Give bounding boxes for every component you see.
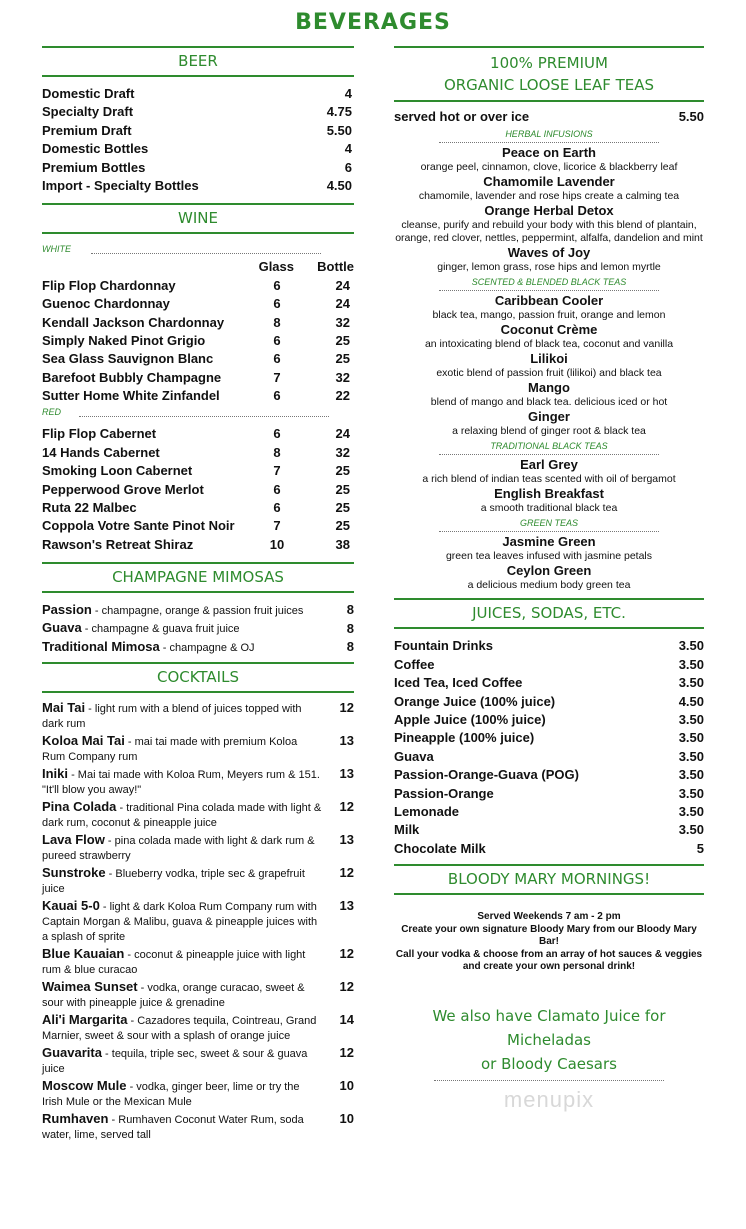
tea-name: Waves of Joy bbox=[507, 245, 591, 261]
item-name: Guava bbox=[394, 748, 434, 764]
wine-name: Flip Flop Cabernet bbox=[42, 426, 157, 442]
mimosa-list bbox=[42, 601, 354, 656]
wine-glass-price: 6 bbox=[273, 388, 281, 404]
mimosa-desc: - champagne & guava fruit juice bbox=[81, 623, 240, 636]
white-label-row bbox=[42, 244, 354, 254]
wine-glass-price: 6 bbox=[273, 277, 281, 293]
item-price: 4.50 bbox=[678, 693, 704, 709]
wine-bottle-price: 24 bbox=[335, 296, 350, 312]
wine-bottle-price: 22 bbox=[335, 388, 350, 404]
tea-subheading bbox=[394, 126, 704, 142]
tea-name: Earl Grey bbox=[520, 457, 578, 473]
cocktail-item bbox=[42, 899, 354, 944]
page-title: BEVERAGES bbox=[295, 10, 451, 35]
dotted-divider bbox=[91, 253, 321, 254]
cocktail-name: Rumhaven bbox=[42, 1111, 109, 1127]
wine-item bbox=[42, 332, 354, 350]
cocktail-desc: - vodka, orange curacao, sweet & sour with pineapple juice & grenadine bbox=[42, 982, 305, 1010]
cocktail-price: 13 bbox=[339, 898, 354, 914]
juice-item bbox=[394, 785, 704, 803]
wine-name: Rawson's Retreat Shiraz bbox=[42, 536, 194, 552]
wine-name: Kendall Jackson Chardonnay bbox=[42, 314, 225, 330]
item-name: Lemonade bbox=[394, 803, 460, 819]
tea-name: Caribbean Cooler bbox=[494, 293, 604, 309]
item-price: 4.75 bbox=[326, 104, 352, 120]
item-price: 3.50 bbox=[678, 638, 704, 654]
tea-heading bbox=[394, 46, 704, 102]
wine-name: Sea Glass Sauvignon Blanc bbox=[42, 351, 214, 367]
tea-desc: exotic blend of passion fruit (lilikoi) and black tea bbox=[436, 367, 662, 380]
item-name: Orange Juice (100% juice) bbox=[394, 693, 556, 709]
mimosa-name: Traditional Mimosa bbox=[42, 638, 160, 654]
tea-item bbox=[394, 563, 704, 592]
item-name: Pineapple (100% juice) bbox=[394, 730, 535, 746]
item-price: 4 bbox=[344, 141, 352, 157]
tea-name: Peace on Earth bbox=[502, 145, 596, 161]
cocktail-desc: - Rumhaven Coconut Water Rum, soda water, lime, served tall bbox=[42, 1114, 304, 1142]
dotted-divider bbox=[439, 142, 659, 143]
tea-served-text: served hot or over ice bbox=[394, 109, 530, 124]
wine-bottle-price: 25 bbox=[335, 481, 350, 497]
tea-item bbox=[394, 145, 704, 174]
item-price: 5.50 bbox=[326, 122, 352, 138]
cocktail-price: 12 bbox=[339, 799, 354, 815]
glass-header: Glass bbox=[258, 259, 294, 275]
wine-glass-price: 10 bbox=[269, 536, 285, 552]
cocktail-price: 10 bbox=[339, 1111, 354, 1127]
tea-item bbox=[394, 203, 704, 245]
wine-item bbox=[42, 517, 354, 535]
wine-item bbox=[42, 499, 354, 517]
cocktail-price: 12 bbox=[339, 1045, 354, 1061]
item-name: Apple Juice (100% juice) bbox=[394, 711, 546, 727]
tea-desc: black tea, mango, passion fruit, orange and lemon bbox=[432, 309, 666, 322]
cocktail-price: 13 bbox=[339, 832, 354, 848]
wine-name: Smoking Loon Cabernet bbox=[42, 463, 193, 479]
beer-item bbox=[42, 140, 354, 158]
wine-glass-price: 6 bbox=[273, 481, 281, 497]
cocktail-name: Mai Tai bbox=[42, 700, 86, 716]
item-name: Domestic Bottles bbox=[42, 141, 149, 157]
wine-bottle-price: 38 bbox=[335, 536, 350, 552]
item-price: 3.50 bbox=[678, 711, 704, 727]
item-price: 3.50 bbox=[678, 730, 704, 746]
wine-bottle-price: 25 bbox=[335, 332, 350, 348]
item-name: Fountain Drinks bbox=[394, 638, 493, 654]
item-price: 3.50 bbox=[678, 822, 704, 838]
juice-item bbox=[394, 821, 704, 839]
wine-glass-price: 6 bbox=[273, 500, 281, 516]
tea-name: Coconut Crème bbox=[500, 322, 598, 338]
cocktail-text bbox=[42, 1013, 334, 1043]
cocktail-text bbox=[42, 1046, 334, 1076]
mimosa-text bbox=[42, 603, 334, 618]
item-name: Passion-Orange bbox=[394, 785, 494, 801]
cocktail-item bbox=[42, 1112, 354, 1142]
wine-bottle-price: 25 bbox=[335, 351, 350, 367]
tea-item bbox=[394, 486, 704, 515]
clamato-line2: or Bloody Caesars bbox=[481, 1054, 617, 1073]
tea-item bbox=[394, 534, 704, 563]
wine-bottle-price: 32 bbox=[335, 444, 350, 460]
bloody-heading: BLOODY MARY MORNINGS! bbox=[394, 864, 704, 895]
dotted-divider bbox=[434, 1080, 664, 1081]
cocktail-price: 12 bbox=[339, 946, 354, 962]
item-name: Milk bbox=[394, 822, 420, 838]
tea-item bbox=[394, 174, 704, 203]
tea-name: English Breakfast bbox=[494, 486, 604, 502]
juice-item bbox=[394, 748, 704, 766]
tea-item bbox=[394, 245, 704, 274]
cocktail-item bbox=[42, 947, 354, 977]
wine-bottle-price: 25 bbox=[335, 500, 350, 516]
item-price: 3.50 bbox=[678, 656, 704, 672]
wine-glass-price: 8 bbox=[273, 314, 281, 330]
cocktail-name: Blue Kauaian bbox=[42, 946, 125, 962]
tea-desc: a rich blend of indian teas scented with oil of bergamot bbox=[422, 473, 676, 486]
item-name: Coffee bbox=[394, 656, 435, 672]
cocktail-text bbox=[42, 980, 334, 1010]
cocktail-name: Guavarita bbox=[42, 1045, 102, 1061]
red-label: RED bbox=[42, 407, 62, 418]
cocktail-name: Ali'i Margarita bbox=[42, 1012, 128, 1028]
cocktail-text bbox=[42, 1112, 334, 1142]
cocktail-desc: - light rum with a blend of juices topped with dark rum bbox=[42, 703, 302, 731]
tea-subheading-label: HERBAL INFUSIONS bbox=[505, 129, 593, 140]
item-name: Premium Draft bbox=[42, 122, 132, 138]
wine-name: Pepperwood Grove Merlot bbox=[42, 481, 204, 497]
tea-subheading-label: SCENTED & BLENDED BLACK TEAS bbox=[471, 277, 627, 288]
wine-glass-price: 6 bbox=[273, 332, 281, 348]
cocktail-desc: - tequila, triple sec, sweet & sour & guava juice bbox=[42, 1048, 308, 1076]
red-label-row bbox=[42, 407, 354, 417]
cocktails-heading: COCKTAILS bbox=[42, 662, 354, 693]
cocktail-name: Lava Flow bbox=[42, 832, 105, 848]
wine-item bbox=[42, 277, 354, 295]
wine-item bbox=[42, 536, 354, 554]
item-price: 4.50 bbox=[326, 177, 352, 193]
wine-item bbox=[42, 481, 354, 499]
dotted-divider bbox=[439, 454, 659, 455]
tea-desc: chamomile, lavender and rose hips create a calming tea bbox=[418, 190, 680, 203]
cocktail-desc: - vodka, ginger beer, lime or try the Irish Mule or the Mexican Mule bbox=[42, 1081, 300, 1109]
red-wine-list bbox=[42, 425, 354, 554]
cocktail-desc: - mai tai made with premium Koloa Rum Company rum bbox=[42, 736, 298, 764]
wine-glass-price: 6 bbox=[273, 296, 281, 312]
clamato-note bbox=[394, 1004, 704, 1076]
tea-item bbox=[394, 351, 704, 380]
tea-item bbox=[394, 322, 704, 351]
wine-item bbox=[42, 444, 354, 462]
tea-subheading-label: GREEN TEAS bbox=[519, 518, 578, 529]
juice-item bbox=[394, 656, 704, 674]
tea-item bbox=[394, 457, 704, 486]
wine-name: Guenoc Chardonnay bbox=[42, 296, 170, 312]
item-price: 3.50 bbox=[678, 785, 704, 801]
juice-item bbox=[394, 637, 704, 655]
tea-name: Jasmine Green bbox=[502, 534, 596, 550]
juice-item bbox=[394, 729, 704, 747]
item-name: Chocolate Milk bbox=[394, 840, 486, 856]
item-price: 3.50 bbox=[678, 803, 704, 819]
cocktail-item bbox=[42, 767, 354, 797]
wine-item bbox=[42, 425, 354, 443]
mimosa-item bbox=[42, 638, 354, 656]
wine-name: Barefoot Bubbly Champagne bbox=[42, 369, 222, 385]
beer-item bbox=[42, 177, 354, 195]
dotted-divider bbox=[439, 531, 659, 532]
juice-item bbox=[394, 674, 704, 692]
item-name: Import - Specialty Bottles bbox=[42, 177, 199, 193]
cocktail-desc: - Blueberry vodka, triple sec & grapefruit juice bbox=[42, 868, 305, 896]
tea-desc: an intoxicating blend of black tea, coconut and vanilla bbox=[424, 338, 674, 351]
tea-heading-line1: 100% PREMIUM bbox=[490, 54, 608, 72]
cocktail-text bbox=[42, 899, 334, 944]
cocktail-item bbox=[42, 1046, 354, 1076]
cocktail-text bbox=[42, 1079, 334, 1109]
cocktail-item bbox=[42, 1013, 354, 1043]
cocktail-item bbox=[42, 980, 354, 1010]
wine-bottle-price: 32 bbox=[335, 314, 350, 330]
cocktail-item bbox=[42, 866, 354, 896]
beer-item bbox=[42, 159, 354, 177]
mimosa-price: 8 bbox=[346, 639, 354, 655]
cocktail-name: Waimea Sunset bbox=[42, 979, 138, 995]
tea-name: Mango bbox=[528, 380, 570, 396]
cocktail-price: 13 bbox=[339, 733, 354, 749]
cocktail-price: 14 bbox=[339, 1012, 354, 1028]
beer-item bbox=[42, 103, 354, 121]
mimosa-name: Guava bbox=[42, 620, 82, 636]
tea-name: Lilikoi bbox=[530, 351, 568, 367]
wine-bottle-price: 24 bbox=[335, 277, 350, 293]
tea-served-price: 5.50 bbox=[678, 109, 704, 124]
cocktail-price: 10 bbox=[339, 1078, 354, 1094]
tea-name: Ginger bbox=[528, 409, 570, 425]
cocktail-name: Kauai 5-0 bbox=[42, 898, 100, 914]
cocktail-text bbox=[42, 866, 334, 896]
mimosa-desc: - champagne, orange & passion fruit juices bbox=[91, 604, 304, 617]
wine-name: Coppola Votre Sante Pinot Noir bbox=[42, 518, 235, 534]
left-column bbox=[42, 46, 354, 1145]
beer-list bbox=[42, 85, 354, 195]
tea-desc: a smooth traditional black tea bbox=[480, 502, 618, 515]
juice-item bbox=[394, 766, 704, 784]
wine-column-headers bbox=[42, 258, 354, 276]
wine-item bbox=[42, 350, 354, 368]
juice-item bbox=[394, 711, 704, 729]
cocktail-list bbox=[42, 701, 354, 1142]
tea-subheading bbox=[394, 438, 704, 454]
cocktail-item bbox=[42, 1079, 354, 1109]
cocktail-price: 12 bbox=[339, 865, 354, 881]
mimosa-desc: - champagne & OJ bbox=[159, 641, 255, 654]
item-price: 6 bbox=[344, 159, 352, 175]
item-price: 3.50 bbox=[678, 767, 704, 783]
mimosa-text bbox=[42, 640, 334, 655]
cocktail-name: Pina Colada bbox=[42, 799, 117, 815]
tea-subheading-label: TRADITIONAL BLACK TEAS bbox=[490, 441, 608, 452]
item-name: Specialty Draft bbox=[42, 104, 134, 120]
cocktail-item bbox=[42, 833, 354, 863]
mimosa-item bbox=[42, 601, 354, 619]
dotted-divider bbox=[439, 290, 659, 291]
mimosas-heading: CHAMPAGNE MIMOSAS bbox=[42, 562, 354, 593]
tea-desc: orange peel, cinnamon, clove, licorice & blackberry leaf bbox=[420, 161, 678, 174]
cocktail-desc: - pina colada made with light & dark rum & pureed strawberry bbox=[42, 835, 315, 863]
wine-name: 14 Hands Cabernet bbox=[42, 444, 160, 460]
wine-glass-price: 8 bbox=[273, 444, 281, 460]
cocktail-name: Iniki bbox=[42, 766, 69, 782]
tea-item bbox=[394, 409, 704, 438]
wine-glass-price: 7 bbox=[273, 518, 281, 534]
bloody-details bbox=[394, 911, 704, 974]
cocktail-item bbox=[42, 701, 354, 731]
cocktail-text bbox=[42, 734, 334, 764]
wine-item bbox=[42, 387, 354, 405]
bottle-header: Bottle bbox=[317, 259, 354, 275]
wine-item bbox=[42, 462, 354, 480]
cocktail-desc: - light & dark Koloa Rum Company rum with Captain Morgan & Malibu, guava & pineapple juices with a splash of sprite bbox=[42, 901, 318, 944]
wine-bottle-price: 24 bbox=[335, 426, 350, 442]
wine-name: Ruta 22 Malbec bbox=[42, 500, 137, 516]
cocktail-price: 12 bbox=[339, 979, 354, 995]
clamato-line1: We also have Clamato Juice for Micheladas bbox=[432, 1006, 666, 1049]
tea-subheading bbox=[394, 274, 704, 290]
watermark: menupix bbox=[503, 1086, 595, 1112]
white-label: WHITE bbox=[42, 244, 71, 255]
wine-bottle-price: 32 bbox=[335, 369, 350, 385]
tea-name: Chamomile Lavender bbox=[483, 174, 615, 190]
cocktail-desc: - Mai tai made with Koloa Rum, Meyers rum & 151. "It'll blow you away!" bbox=[42, 769, 320, 797]
wine-bottle-price: 25 bbox=[335, 518, 350, 534]
wine-glass-price: 7 bbox=[273, 369, 281, 385]
wine-item bbox=[42, 314, 354, 332]
tea-name: Orange Herbal Detox bbox=[484, 203, 614, 219]
juice-item bbox=[394, 840, 704, 858]
wine-item bbox=[42, 295, 354, 313]
mimosa-name: Passion bbox=[42, 601, 92, 617]
white-wine-list bbox=[42, 277, 354, 406]
wine-name: Flip Flop Chardonnay bbox=[42, 277, 176, 293]
cocktail-text bbox=[42, 701, 334, 731]
tea-subheading bbox=[394, 515, 704, 531]
cocktail-text bbox=[42, 767, 334, 797]
item-name: Passion-Orange-Guava (POG) bbox=[394, 767, 579, 783]
cocktail-desc: - traditional Pina colada made with light & dark rum, coconut & pineapple juice bbox=[42, 802, 322, 830]
mimosa-price: 8 bbox=[346, 602, 354, 618]
juice-list bbox=[394, 637, 704, 858]
tea-desc: ginger, lemon grass, rose hips and lemon myrtle bbox=[437, 261, 661, 274]
item-price: 3.50 bbox=[678, 675, 704, 691]
item-name: Iced Tea, Iced Coffee bbox=[394, 675, 523, 691]
cocktail-text bbox=[42, 833, 334, 863]
bloody-line1: Served Weekends 7 am - 2 pm bbox=[477, 911, 621, 923]
cocktail-desc: - coconut & pineapple juice with light rum & blue curacao bbox=[42, 949, 306, 977]
wine-heading: WINE bbox=[42, 203, 354, 234]
tea-item bbox=[394, 380, 704, 409]
tea-desc: cleanse, purify and rebuild your body with this blend of plantain, orange, red clover, nettles, peppermint, alfalfa, dandelion and mint bbox=[395, 219, 703, 245]
bloody-line2: Create your own signature Bloody Mary from our Bloody Mary Bar! bbox=[401, 923, 697, 948]
cocktail-item bbox=[42, 734, 354, 764]
tea-item bbox=[394, 293, 704, 322]
mimosa-price: 8 bbox=[346, 620, 354, 636]
cocktail-price: 13 bbox=[339, 766, 354, 782]
juice-item bbox=[394, 803, 704, 821]
tea-served-row bbox=[394, 108, 704, 126]
item-name: Premium Bottles bbox=[42, 159, 146, 175]
tea-desc: green tea leaves infused with jasmine petals bbox=[445, 550, 653, 563]
cocktail-name: Moscow Mule bbox=[42, 1078, 127, 1094]
tea-desc: a delicious medium body green tea bbox=[467, 579, 631, 592]
bloody-line4: and create your own personal drink! bbox=[462, 961, 636, 973]
cocktail-text bbox=[42, 947, 334, 977]
tea-heading-line2: ORGANIC LOOSE LEAF TEAS bbox=[443, 76, 655, 94]
wine-item bbox=[42, 369, 354, 387]
wine-name: Simply Naked Pinot Grigio bbox=[42, 332, 206, 348]
juices-heading: JUICES, SODAS, ETC. bbox=[394, 598, 704, 629]
beer-heading: BEER bbox=[42, 46, 354, 77]
wine-glass-price: 6 bbox=[273, 351, 281, 367]
cocktail-price: 12 bbox=[339, 700, 354, 716]
cocktail-name: Sunstroke bbox=[42, 865, 106, 881]
right-column bbox=[394, 46, 704, 1113]
tea-desc: blend of mango and black tea. delicious iced or hot bbox=[430, 396, 668, 409]
item-name: Domestic Draft bbox=[42, 86, 135, 101]
cocktail-desc: - Cazadores tequila, Cointreau, Grand Marnier, sweet & sour with a splash of orange juice bbox=[42, 1015, 317, 1043]
dotted-divider bbox=[79, 416, 329, 417]
wine-glass-price: 7 bbox=[273, 463, 281, 479]
wine-name: Sutter Home White Zinfandel bbox=[42, 388, 220, 404]
cocktail-text bbox=[42, 800, 334, 830]
wine-glass-price: 6 bbox=[273, 426, 281, 442]
cocktail-item bbox=[42, 800, 354, 830]
item-price: 3.50 bbox=[678, 748, 704, 764]
tea-sections bbox=[394, 126, 704, 592]
item-price: 4 bbox=[344, 86, 352, 101]
item-price: 5 bbox=[696, 840, 704, 856]
tea-desc: a relaxing blend of ginger root & black tea bbox=[452, 425, 646, 438]
beer-item bbox=[42, 122, 354, 140]
mimosa-item bbox=[42, 620, 354, 638]
mimosa-text bbox=[42, 621, 334, 636]
cocktail-name: Koloa Mai Tai bbox=[42, 733, 125, 749]
bloody-line3: Call your vodka & choose from an array of hot sauces & veggies bbox=[395, 948, 703, 960]
wine-bottle-price: 25 bbox=[335, 463, 350, 479]
beer-item bbox=[42, 85, 354, 103]
tea-name: Ceylon Green bbox=[506, 563, 592, 579]
juice-item bbox=[394, 693, 704, 711]
